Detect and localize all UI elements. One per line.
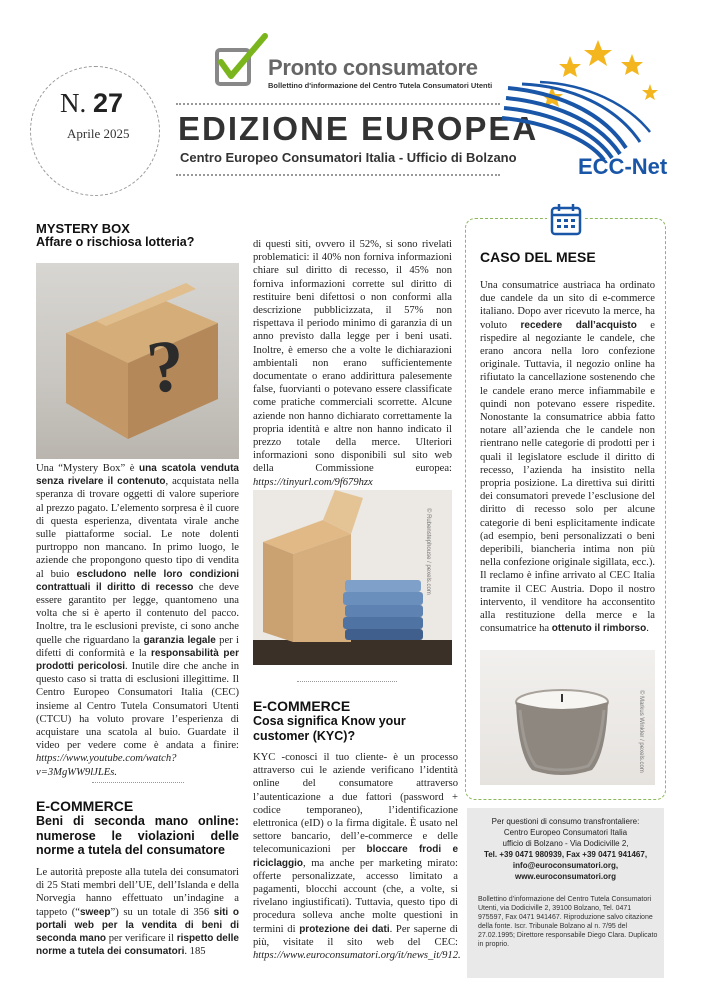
issue-number: N. 27	[60, 88, 124, 118]
paragraph: Una “Mystery Box” è una scatola venduta senza rivelare il contenuto, acquistata nella speranza di trovare oggetti di valore superiore al prezzo pagato. L’elemento sorpresa è il cuore di questa esperienza, diventata virale anche sulle piattaforme social. Le note dolenti purtroppo non mancano. In primo luogo, le aziende che propongono questo tipo di vendita al buio escludono nelle loro condizioni contrattuali il diritto di recesso che deve essere garantito per legge, quantomeno una volta che si è aperto il contenuto del pacco. Inoltre, tra le esclusioni previste, ci sono anche quelle che riguardano la garanzia legale per i difetti di conformità e la responsabilità per prodotti pericolosi. Inutile dire che anche in questo caso si tratta di esclusioni illegittime. Il Centro Europeo Consumatori Italia (CEC) insieme al Centro Tutela Consumatori Utenti (CTCU) ha voluto provare l’esperienza di acquistare una scatola al buio. Guardate il video per vedere come è andata a finire: https://www.youtube.com/watch?v=3MgWW9lJLEs.	[36, 463, 240, 778]
mystery-box-image	[36, 263, 239, 459]
second-hand-text-cont	[253, 238, 452, 489]
candle-image	[480, 650, 655, 785]
mystery-box-title: Affare o rischiosa lotteria?	[36, 235, 195, 249]
case-text	[480, 279, 655, 635]
clothes-image-credit: © Rubenstephouse / pexels.com	[425, 508, 431, 595]
second-hand-title: Beni di seconda mano online: numerose le violazioni delle norme a tutela del consumatore	[36, 814, 239, 857]
contact-office: ufficio di Bolzano - Via Dodiciville 2,	[502, 839, 629, 848]
calendar-icon	[547, 201, 585, 239]
paragraph: di questi siti, ovvero il 52%, si sono rivelati problematici: il 40% non forniva informazioni chiare sul diritto di recesso, il 45% non forniva informazioni corrette sul diritto di restituire beni difettosi o non conformi alla descrizione pubblicizzata, il 57% non rispettava il periodo minimo di garanzia di un anno previsto dalla legge per i beni usati. Inoltre, è emerso che a volte le dichiarazioni ambientali non erano sufficientemente documentate o erano addirittura palesemente false, fuorvianti o potevano essere classificate come pratiche commerciali scorrette. Alcune aziende non hanno dichiarato correttamente la propria identità e altre non hanno indicato il prezzo totale della merce. Ulteriori informazioni sono disponibili sul sito web della Commissione europea: https://tinyurl.com/9f679hzx	[253, 239, 452, 488]
second-hand-section: E-COMMERCE	[36, 798, 134, 814]
clothes-box-image	[253, 490, 452, 665]
ecc-net-logo-text: ECC-Net	[578, 154, 668, 178]
case-title: CASO DEL MESE	[480, 249, 596, 265]
paragraph: Una consumatrice austriaca ha ordinato due candele da un sito di e-commerce italiano. Dopo aver ricevuto la merce, ha voluto recedere dall’acquisto e rispedire al negoziante le candele, che erano ancora nella loro confezione originale. Tuttavia, il negozio online ha rifiutato la cancellazione sostenendo che le candele erano merce infiammabile e quindi non potevano essere rispedite. Nonostante la consumatrice abbia fatto notare all’azienda che le candele non rientrano nelle categorie di prodotti per i quali il legislatore esclude il diritto di recesso, l’azienda ha insistito nella propria posizione. La direttiva sui diritti dei consumatori prevede l’esclusione del diritto di recesso solo per alcune categorie di beni esplicitamente indicate (ad esempio, beni personalizzati o beni deperibili, biancheria intima non più nella confezione originale sigillata, ecc.). Il reclamo è infine arrivato al CEC Italia tramite il CEC Austria. Dopo il nostro intervento, il venditore ha acconsentito alla restituzione della merce e la consumatrice ha ottenuto il rimborso.	[480, 280, 655, 635]
edition-subtitle: Centro Europeo Consumatori Italia - Ufficio di Bolzano	[180, 150, 517, 165]
contact-intro: Per questioni di consumo transfrontaliere:	[491, 817, 640, 826]
kyc-text	[253, 751, 461, 962]
contact-org: Centro Europeo Consumatori Italia	[503, 828, 628, 837]
mystery-box-text	[36, 462, 239, 779]
issue-date: Aprile 2025	[67, 126, 130, 141]
link-text[interactable]: https://www.youtube.com/watch?v=3MgWW9lJLEs.	[36, 753, 177, 778]
brand-title: Pronto consumatore	[268, 55, 478, 80]
mystery-box-section: MYSTERY BOX	[36, 221, 130, 236]
link-text[interactable]: https://tinyurl.com/9f679hzx	[253, 476, 373, 488]
calendar-icon-wrap	[547, 201, 585, 239]
svg-text:?: ?	[143, 324, 189, 410]
brand-subtitle: Bollettino d'informazione del Centro Tutela Consumatori Utenti	[268, 81, 493, 90]
kyc-section: E-COMMERCE	[253, 698, 351, 714]
contact-email[interactable]: info@euroconsumatori.org,	[512, 861, 619, 870]
edition-title: EDIZIONE EUROPEA	[178, 110, 539, 147]
link-text[interactable]: https://www.euroconsumatori.org/it/news_it/912.	[253, 950, 461, 962]
second-hand-text	[36, 866, 239, 958]
imprint-text: Bollettino d’informazione del Centro Tutela Consumatori Utenti, via Dodiciville 2, 39100 Bolzano, Tel. 0471 975597, Fax 0471 941467. Riproduzione salvo citazione della fonte. Iscr. Tribunale Bolzano al n. 7/95 del 27.02.1995; Direttore responsabile Diego Clara. Duplicato in proprio.	[478, 896, 658, 948]
paragraph: KYC -conosci il tuo cliente- è un processo attraverso cui le aziende verificano l’identità online del consumatore attraverso l’autenticazione a due fattori (password + codice temporaneo), l’identificazione elettronica (eID) o la firma digitale. È usato nel settore bancario, dell’e-commerce e delle telecomunicazioni per bloccare frodi e riciclaggio, ma anche per marketing mirato: offerte personalizzate, accesso limitato a pagamenti, blocchi account (che, a volte, si rivelano ingiustificati). Tuttavia, questo tipo di procedura solleva anche molte questioni in termini di protezione dei dati. Per saperne di più, visitate il sito web del CEC: https://www.euroconsumatori.org/it/news_it/912.	[253, 752, 461, 962]
contact-info	[467, 816, 664, 882]
checkmark-logo-icon	[213, 32, 273, 90]
kyc-title: Cosa significa Know your customer (KYC)?	[253, 714, 406, 743]
contact-phone: Tel. +39 0471 980939, Fax +39 0471 941467,	[483, 850, 648, 859]
paragraph: Le autorità preposte alla tutela dei consumatori di 25 Stati membri dell’UE, dell’Islanda e della Norvegia hanno effettuato un’indagine a tappeto (“sweep”) su un totale di 356 siti o portali web per la vendita di beni di seconda mano per verificare il rispetto delle norme a tutela dei consumatori. 185	[36, 867, 240, 958]
ecc-net-logo-icon	[500, 28, 670, 178]
contact-web[interactable]: www.euroconsumatori.org	[514, 872, 617, 881]
candle-image-credit: © Markus Winkler / pexels.com	[638, 690, 644, 773]
